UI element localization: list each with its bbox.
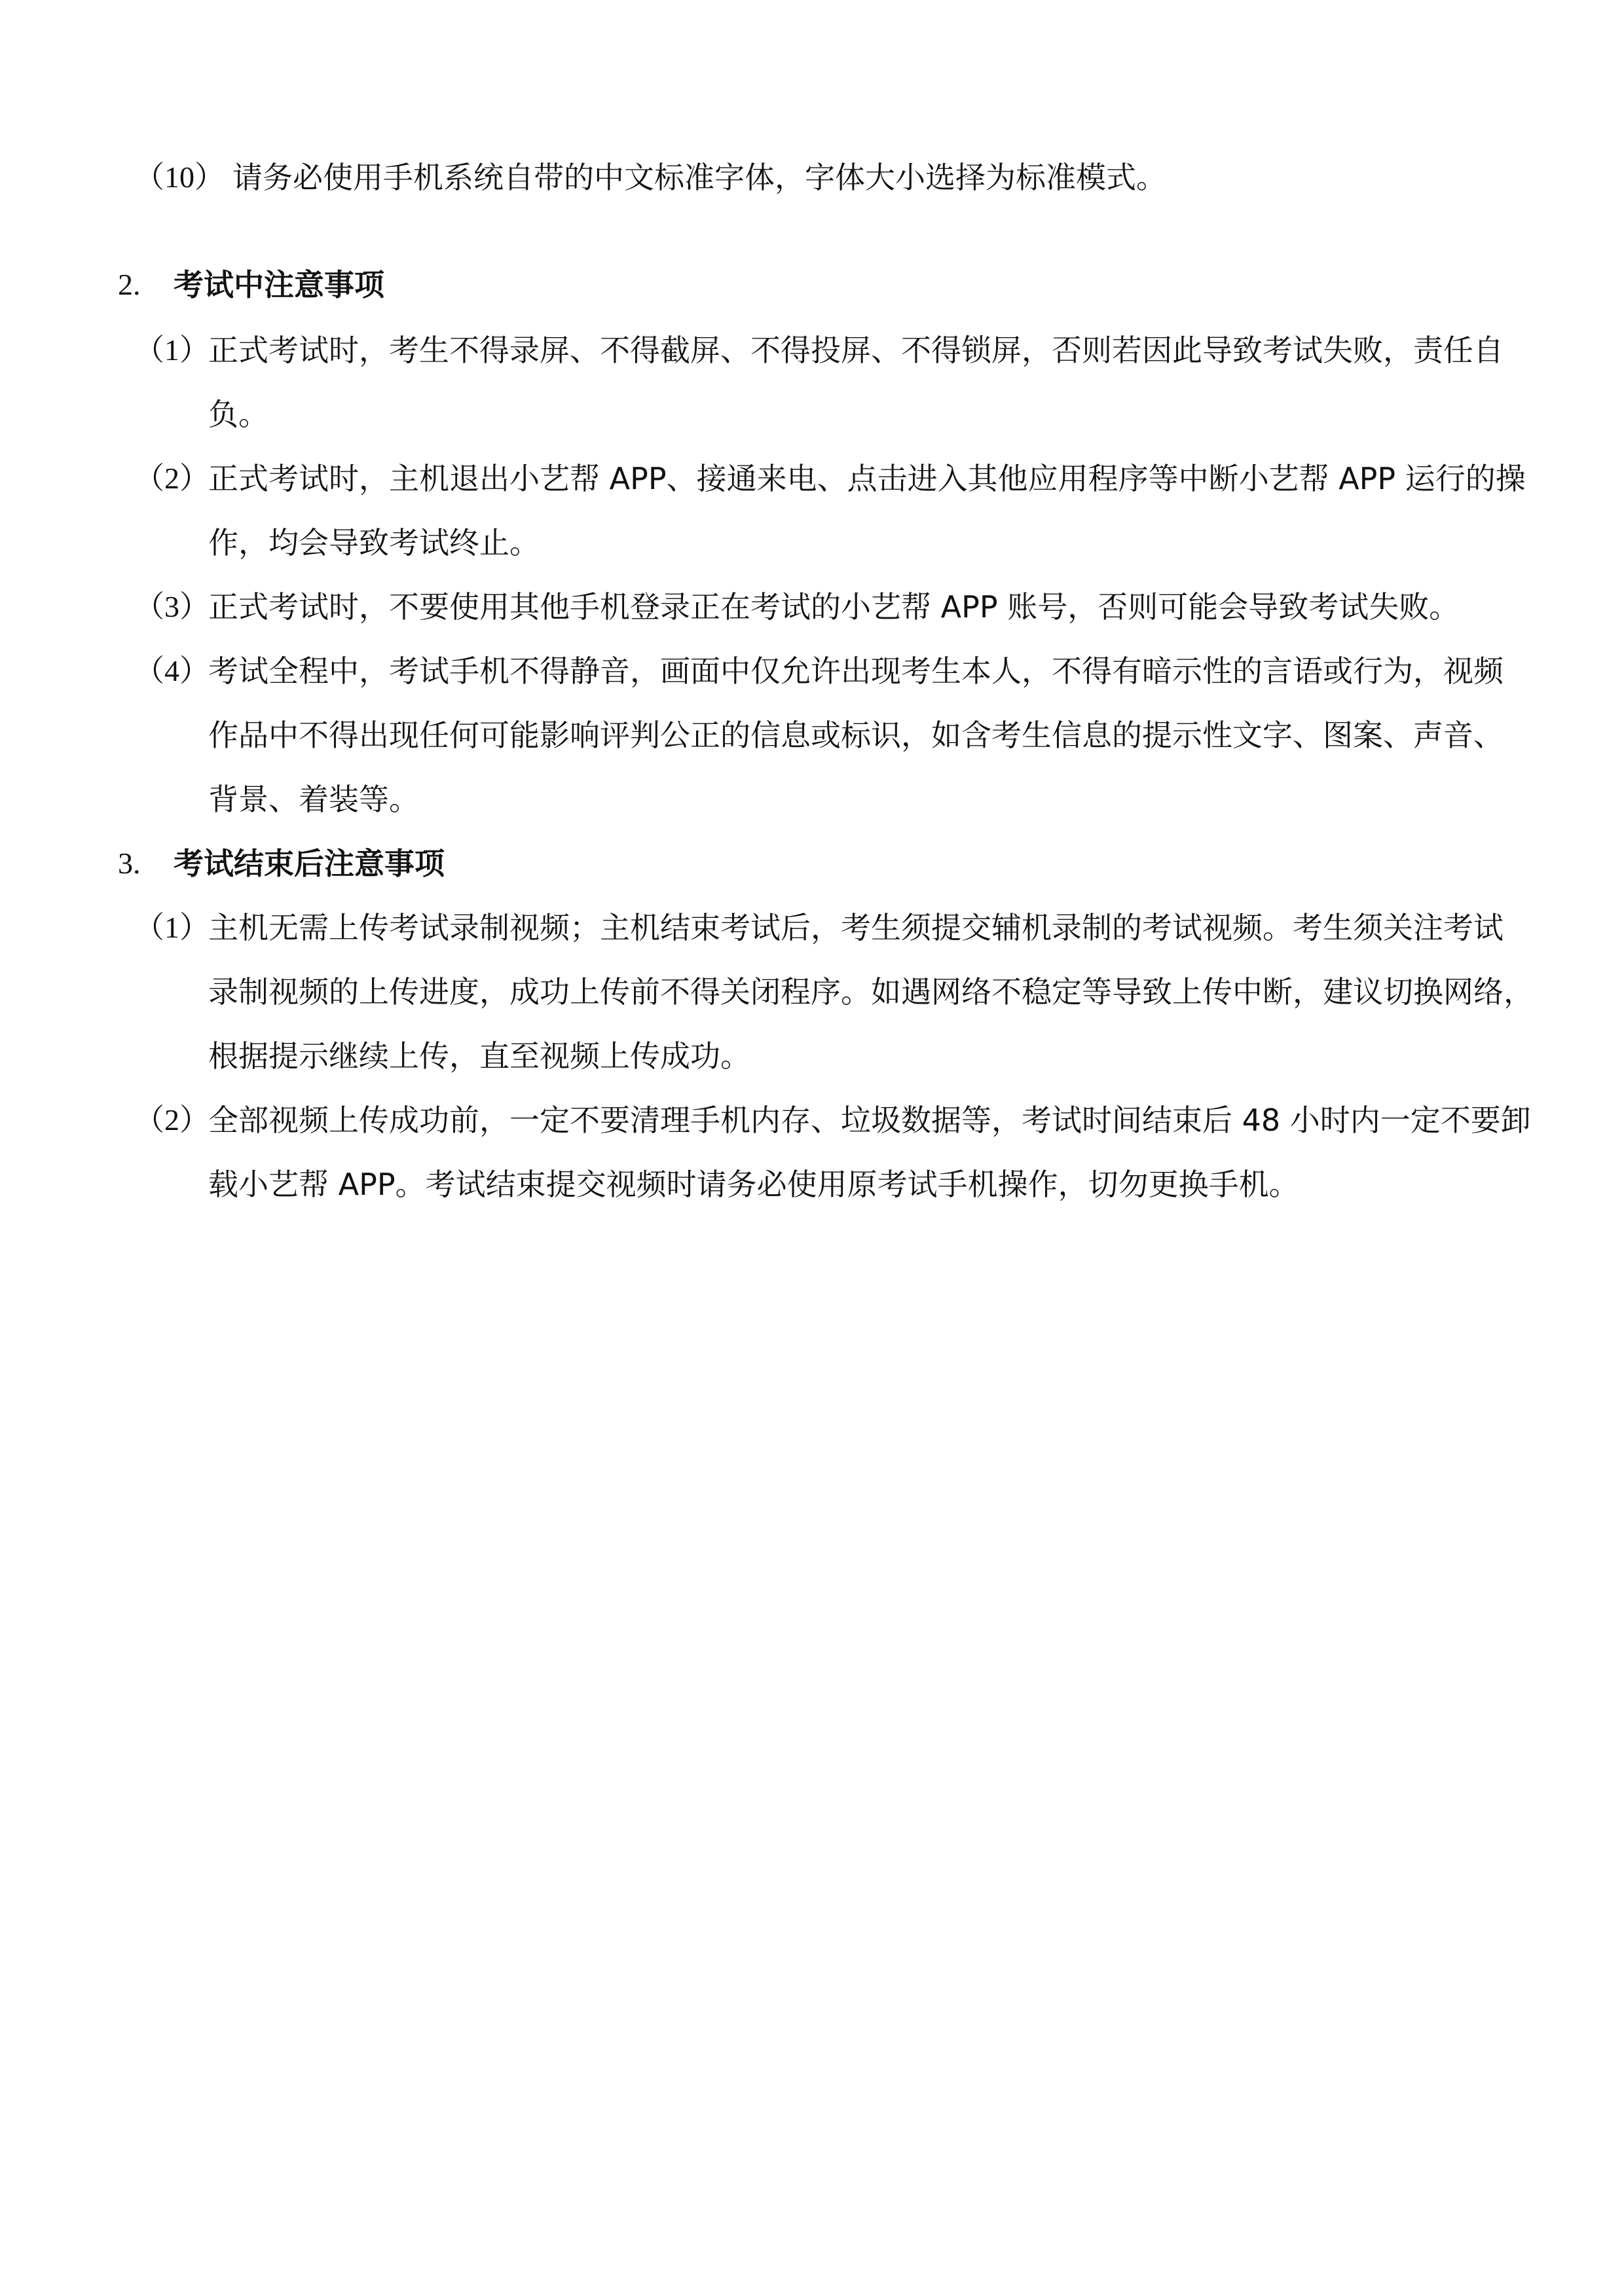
item-number: （3） (134, 590, 210, 623)
section-title: 考试中注意事项 (174, 267, 384, 302)
item-number: （1） (134, 333, 210, 367)
item-text-line: 请务必使用手机系统自带的中文标准字体，字体大小选择为标准模式。 (232, 160, 1166, 195)
section-title: 考试结束后注意事项 (174, 846, 445, 881)
item-text-line: 负。 (208, 397, 268, 432)
item-text-line: 作品中不得出现任何可能影响评判公正的信息或标识，如含考生信息的提示性文字、图案、声音、 (208, 718, 1504, 753)
item-text-line: 正式考试时，主机退出小艺帮 APP、接通来电、点击进入其他应用程序等中断小艺帮 APP 运行的操 (208, 461, 1526, 496)
item-text-line: 考试全程中，考试手机不得静音，画面中仅允许出现考生本人，不得有暗示性的言语或行为，视频 (208, 653, 1504, 689)
item-text-line: 全部视频上传成功前，一定不要清理手机内存、垃圾数据等，考试时间结束后 48 小时内一定不要卸 (208, 1102, 1531, 1138)
item-number: （4） (134, 654, 210, 687)
item-text-line: 根据提示继续上传，直至视频上传成功。 (208, 1038, 750, 1074)
item-text-line: 正式考试时，不要使用其他手机登录正在考试的小艺帮 APP 账号，否则可能会导致考试失败。 (208, 589, 1460, 625)
item-text-line: 正式考试时，考生不得录屏、不得截屏、不得投屏、不得锁屏，否则若因此导致考试失败，责任自 (208, 333, 1504, 368)
section-number: 2. (118, 268, 141, 301)
item-number: （1） (134, 911, 210, 944)
item-number: （2） (134, 462, 210, 495)
item-text-line: 作，均会导致考试终止。 (208, 525, 540, 560)
item-text-line: 录制视频的上传进度，成功上传前不得关闭程序。如遇网络不稳定等导致上传中断，建议切换网络， (208, 974, 1534, 1010)
item-number: （2） (134, 1103, 210, 1137)
item-number: （10） (134, 160, 225, 194)
item-text-line: 主机无需上传考试录制视频；主机结束考试后，考生须提交辅机录制的考试视频。考生须关注考试 (208, 910, 1504, 945)
item-text-line: 背景、着装等。 (208, 782, 419, 817)
section-number: 3. (118, 847, 141, 880)
item-text-line: 载小艺帮 APP。考试结束提交视频时请务必使用原考试手机操作，切勿更换手机。 (208, 1167, 1299, 1202)
